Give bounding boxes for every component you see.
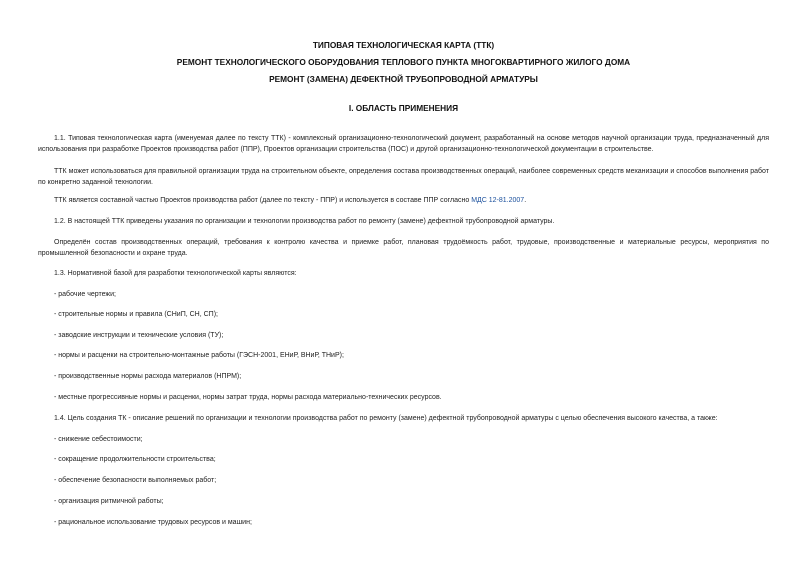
paragraph-text — [38, 196, 769, 207]
list-item: - строительные нормы и правила (СНиП, СН, СП); — [54, 311, 218, 318]
list-item: - производственные нормы расхода материалов (НПРМ); — [54, 373, 242, 380]
paragraph-ttk-ppr — [38, 196, 769, 207]
paragraph-1-1 — [38, 134, 769, 155]
list-item: - рабочие чертежи; — [54, 291, 116, 298]
paragraph-ttk-use — [38, 167, 769, 188]
list-item: - нормы и расценки на строительно-монтажные работы (ГЭСН-2001, ЕНиР, ВНиР, ТНиР); — [54, 352, 344, 359]
list-item: - местные прогрессивные нормы и расценки, нормы затрат труда, нормы расхода материально-технических ресурсов. — [54, 394, 442, 401]
list-item: - организация ритмичной работы; — [54, 498, 164, 505]
paragraph-text: 1.2. В настоящей ТТК приведены указания по организации и технологии производства работ по ремонту (замене) дефектной трубопроводной арматуры. — [54, 218, 555, 225]
paragraph-1-4: 1.4. Цель создания ТК - описание решений по организации и технологии производства работ по ремонту (замене) дефектной трубопроводной арматуры с целью обеспечения высокого качества, а также: — [54, 415, 718, 422]
paragraph-1-3: 1.3. Нормативной базой для разработки технологической карты являются: — [54, 270, 297, 277]
list-item: - сокращение продолжительности строительства; — [54, 456, 216, 463]
document-subtitle-2: РЕМОНТ (ЗАМЕНА) ДЕФЕКТНОЙ ТРУБОПРОВОДНОЙ АРМАТУРЫ — [269, 74, 538, 84]
document-subtitle: РЕМОНТ ТЕХНОЛОГИЧЕСКОГО ОБОРУДОВАНИЯ ТЕПЛОВОГО ПУНКТА МНОГОКВАРТИРНОГО ЖИЛОГО ДОМА — [176, 57, 631, 67]
section-heading: I. ОБЛАСТЬ ПРИМЕНЕНИЯ — [348, 103, 459, 113]
paragraph-text-post: . — [524, 197, 527, 204]
document-title: ТИПОВАЯ ТЕХНОЛОГИЧЕСКАЯ КАРТА (ТТК) — [312, 40, 495, 50]
paragraph-text-pre: ТТК является составной частью Проектов производства работ (далее по тексту - ППР) и используется в составе ППР согласно — [54, 197, 472, 204]
list-item: - снижение себестоимости; — [54, 436, 143, 443]
paragraph-text: Определён состав производственных операций, требования к контролю качества и приемке работ, плановая трудоёмкость работ, трудовые, производственные и материальные ресурсы, мероприятия по промышленной безопасности и охране труда. — [38, 239, 769, 257]
paragraph-text: ТТК может использоваться для правильной организации труда на строительном объекте, определения состава производственных операций, наиболее современных средств механизации и способов выполнения работ по конкретно заданной технологии. — [38, 168, 769, 186]
list-item: - обеспечение безопасности выполняемых работ; — [54, 477, 217, 484]
list-item: - рациональное использование трудовых ресурсов и машин; — [54, 519, 252, 526]
mds-link[interactable]: МДС 12-81.2007 — [471, 197, 525, 204]
paragraph-text: 1.1. Типовая технологическая карта (именуемая далее по тексту ТТК) - комплексный организационно-технологический документ, разработанный на основе методов научной организации труда, предназначенный для использования при разработке Проектов производства работ (ППР), Проектов организации строительства (ПОС) и другой организационно-технологической документации в строительстве. — [38, 135, 769, 153]
paragraph-operations — [38, 238, 769, 259]
list-item: - заводские инструкции и технические условия (ТУ); — [54, 332, 224, 339]
paragraph-1-2 — [38, 217, 769, 228]
